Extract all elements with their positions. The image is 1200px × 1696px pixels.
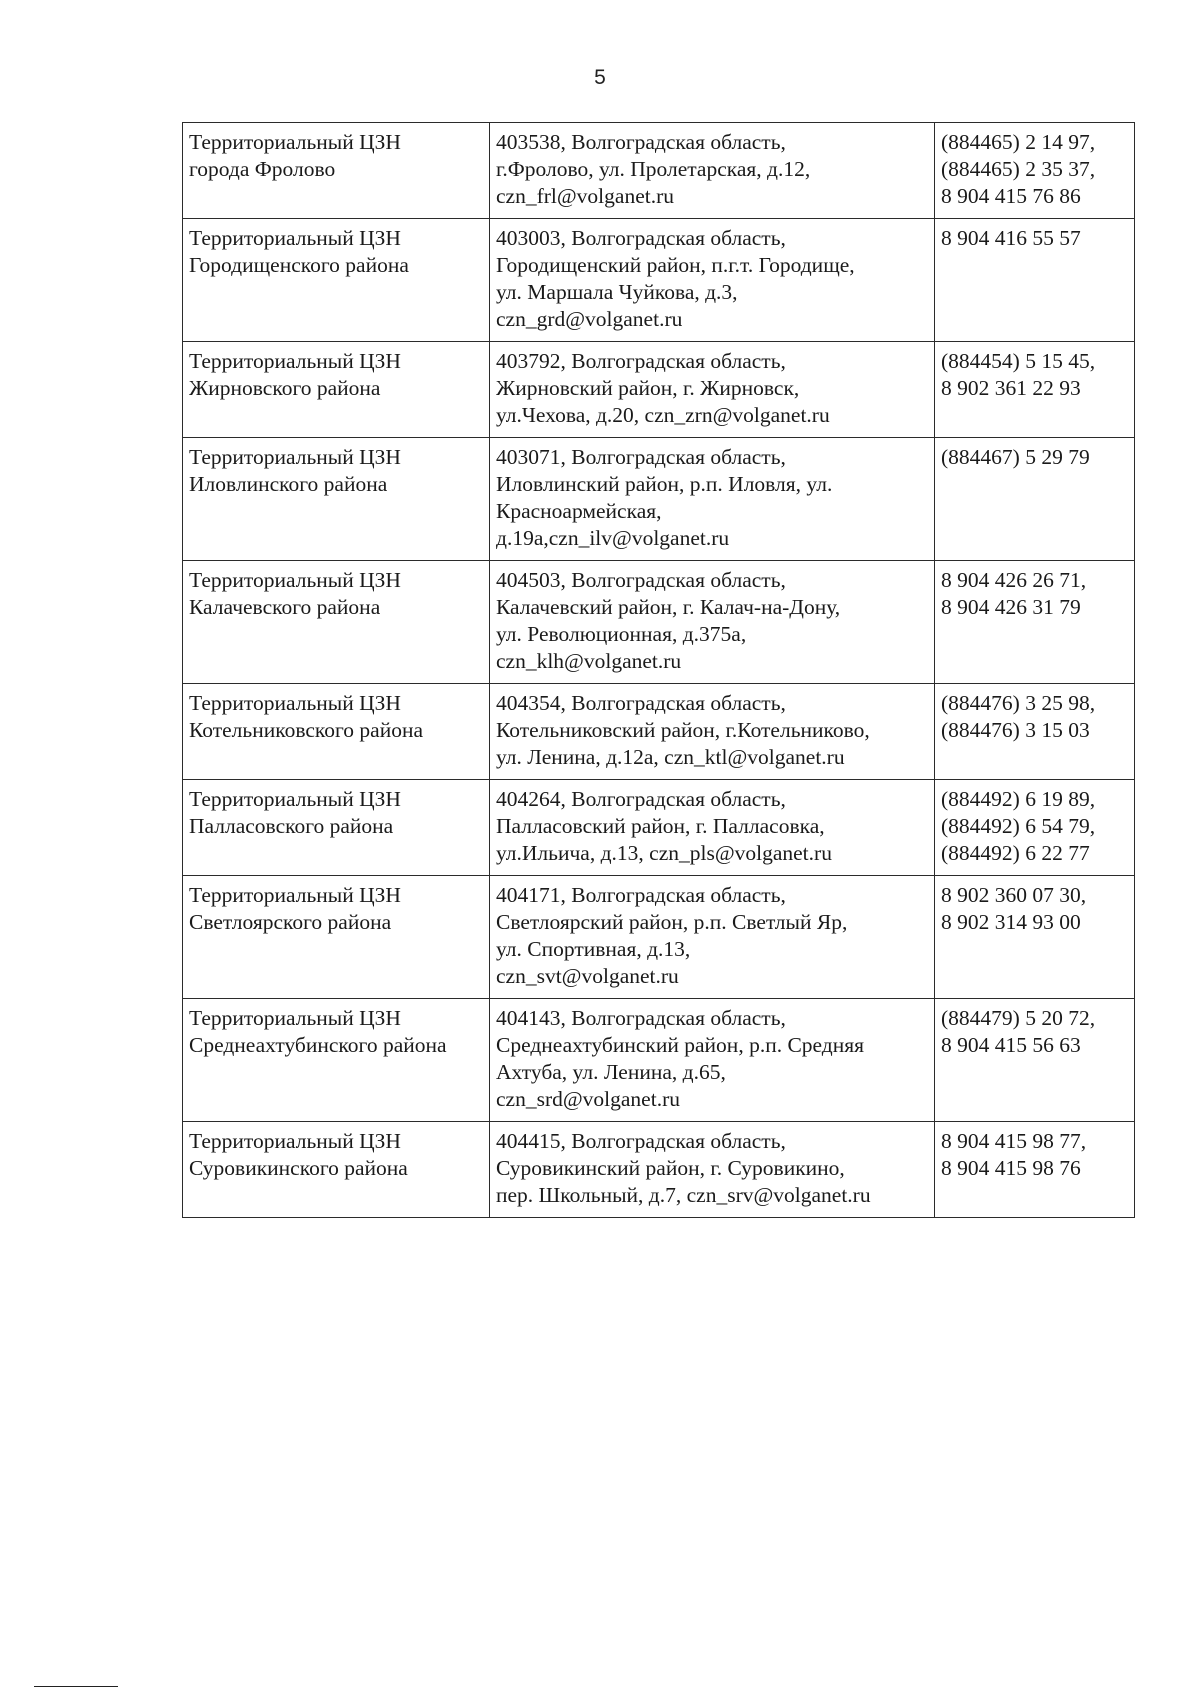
name-line: Территориальный ЦЗН <box>189 691 401 715</box>
name-line: Территориальный ЦЗН <box>189 883 401 907</box>
center-name-cell <box>183 438 490 561</box>
address-cell <box>490 219 935 342</box>
center-name-cell <box>183 342 490 438</box>
name-line: Территориальный ЦЗН <box>189 445 401 469</box>
name-line: Котельниковского района <box>189 718 424 742</box>
address-line: д.19а,czn_ilv@volganet.ru <box>496 526 730 550</box>
address-line: Котельниковский район, г.Котельниково, <box>496 718 870 742</box>
phones-cell <box>935 219 1135 342</box>
phones-line: (884476) 3 15 03 <box>941 718 1090 742</box>
address-line: Ахтуба, ул. Ленина, д.65, <box>496 1060 726 1084</box>
center-name-cell <box>183 561 490 684</box>
address-line: пер. Школьный, д.7, czn_srv@volganet.ru <box>496 1183 871 1207</box>
address-line: Красноармейская, <box>496 499 662 523</box>
phones-line: (884479) 5 20 72, <box>941 1006 1096 1030</box>
name-line: Калачевского района <box>189 595 381 619</box>
phones-line: 8 904 415 98 77, <box>941 1129 1087 1153</box>
table-row <box>183 999 1135 1122</box>
phones-line: 8 902 314 93 00 <box>941 910 1081 934</box>
table-row <box>183 561 1135 684</box>
phones-cell <box>935 342 1135 438</box>
phones-line: 8 904 426 31 79 <box>941 595 1081 619</box>
address-line: Суровикинский район, г. Суровикино, <box>496 1156 845 1180</box>
address-line: Палласовский район, г. Палласовка, <box>496 814 825 838</box>
name-line: Территориальный ЦЗН <box>189 568 401 592</box>
address-line: 403538, Волгоградская область, <box>496 130 786 154</box>
address-line: ул. Ленина, д.12а, czn_ktl@volganet.ru <box>496 745 845 769</box>
name-line: Иловлинского района <box>189 472 388 496</box>
phones-line: 8 904 426 26 71, <box>941 568 1087 592</box>
name-line: Жирновского района <box>189 376 381 400</box>
address-line: 404503, Волгоградская область, <box>496 568 786 592</box>
address-line: 404415, Волгоградская область, <box>496 1129 786 1153</box>
phones-cell <box>935 561 1135 684</box>
address-line: czn_frl@volganet.ru <box>496 184 674 208</box>
name-line: города Фролово <box>189 157 336 181</box>
phones-cell <box>935 1122 1135 1218</box>
phones-line: 8 904 415 76 86 <box>941 184 1081 208</box>
phones-line: (884465) 2 35 37, <box>941 157 1096 181</box>
employment-centers-table <box>182 122 1135 1218</box>
address-line: 403003, Волгоградская область, <box>496 226 786 250</box>
table-row <box>183 780 1135 876</box>
table-row <box>183 123 1135 219</box>
name-line: Территориальный ЦЗН <box>189 1006 401 1030</box>
phones-line: (884465) 2 14 97, <box>941 130 1096 154</box>
phones-line: 8 904 415 98 76 <box>941 1156 1081 1180</box>
center-name-cell <box>183 780 490 876</box>
address-line: г.Фролово, ул. Пролетарская, д.12, <box>496 157 811 181</box>
address-cell <box>490 780 935 876</box>
address-line: Калачевский район, г. Калач-на-Дону, <box>496 595 841 619</box>
name-line: Территориальный ЦЗН <box>189 787 401 811</box>
table-row <box>183 219 1135 342</box>
phones-line: (884492) 6 54 79, <box>941 814 1096 838</box>
address-line: ул. Революционная, д.375а, <box>496 622 747 646</box>
name-line: Территориальный ЦЗН <box>189 1129 401 1153</box>
address-line: ул. Маршала Чуйкова, д.3, <box>496 280 738 304</box>
name-line: Территориальный ЦЗН <box>189 349 401 373</box>
address-line: 404143, Волгоградская область, <box>496 1006 786 1030</box>
address-line: 404264, Волгоградская область, <box>496 787 786 811</box>
address-cell <box>490 438 935 561</box>
address-cell <box>490 342 935 438</box>
phones-line: (884467) 5 29 79 <box>941 445 1090 469</box>
center-name-cell <box>183 999 490 1122</box>
phones-cell <box>935 780 1135 876</box>
table-row <box>183 684 1135 780</box>
address-line: ул.Ильича, д.13, czn_pls@volganet.ru <box>496 841 832 865</box>
phones-line: (884492) 6 19 89, <box>941 787 1096 811</box>
address-line: czn_srd@volganet.ru <box>496 1087 680 1111</box>
address-line: 404171, Волгоградская область, <box>496 883 786 907</box>
table-body <box>183 123 1135 1218</box>
address-line: Иловлинский район, р.п. Иловля, ул. <box>496 472 833 496</box>
phones-cell <box>935 123 1135 219</box>
table-row <box>183 876 1135 999</box>
footer-rule <box>34 1686 118 1687</box>
address-line: 403792, Волгоградская область, <box>496 349 786 373</box>
phones-line: 8 902 360 07 30, <box>941 883 1087 907</box>
address-line: ул. Спортивная, д.13, <box>496 937 691 961</box>
name-line: Городищенского района <box>189 253 409 277</box>
phones-line: 8 904 415 56 63 <box>941 1033 1081 1057</box>
address-line: Городищенский район, п.г.т. Городище, <box>496 253 855 277</box>
name-line: Светлоярского района <box>189 910 392 934</box>
address-line: 403071, Волгоградская область, <box>496 445 786 469</box>
address-cell <box>490 1122 935 1218</box>
page-number: 5 <box>594 66 606 89</box>
address-line: Среднеахтубинский район, р.п. Средняя <box>496 1033 865 1057</box>
center-name-cell <box>183 876 490 999</box>
phones-cell <box>935 684 1135 780</box>
name-line: Территориальный ЦЗН <box>189 130 401 154</box>
address-line: czn_klh@volganet.ru <box>496 649 682 673</box>
address-cell <box>490 999 935 1122</box>
center-name-cell <box>183 1122 490 1218</box>
name-line: Суровикинского района <box>189 1156 408 1180</box>
address-cell <box>490 561 935 684</box>
address-line: czn_grd@volganet.ru <box>496 307 683 331</box>
center-name-cell <box>183 219 490 342</box>
table-row <box>183 438 1135 561</box>
phones-cell <box>935 999 1135 1122</box>
address-line: ул.Чехова, д.20, czn_zrn@volganet.ru <box>496 403 830 427</box>
address-cell <box>490 684 935 780</box>
center-name-cell <box>183 684 490 780</box>
phones-line: (884476) 3 25 98, <box>941 691 1096 715</box>
name-line: Палласовского района <box>189 814 394 838</box>
phones-line: (884454) 5 15 45, <box>941 349 1096 373</box>
address-cell <box>490 123 935 219</box>
phones-line: 8 902 361 22 93 <box>941 376 1081 400</box>
name-line: Среднеахтубинского района <box>189 1033 447 1057</box>
center-name-cell <box>183 123 490 219</box>
phones-line: 8 904 416 55 57 <box>941 226 1081 250</box>
address-line: Жирновский район, г. Жирновск, <box>496 376 800 400</box>
address-line: Светлоярский район, р.п. Светлый Яр, <box>496 910 848 934</box>
phones-cell <box>935 876 1135 999</box>
address-line: 404354, Волгоградская область, <box>496 691 786 715</box>
address-line: czn_svt@volganet.ru <box>496 964 679 988</box>
address-cell <box>490 876 935 999</box>
table-row <box>183 1122 1135 1218</box>
name-line: Территориальный ЦЗН <box>189 226 401 250</box>
phones-line: (884492) 6 22 77 <box>941 841 1090 865</box>
phones-cell <box>935 438 1135 561</box>
table-row <box>183 342 1135 438</box>
